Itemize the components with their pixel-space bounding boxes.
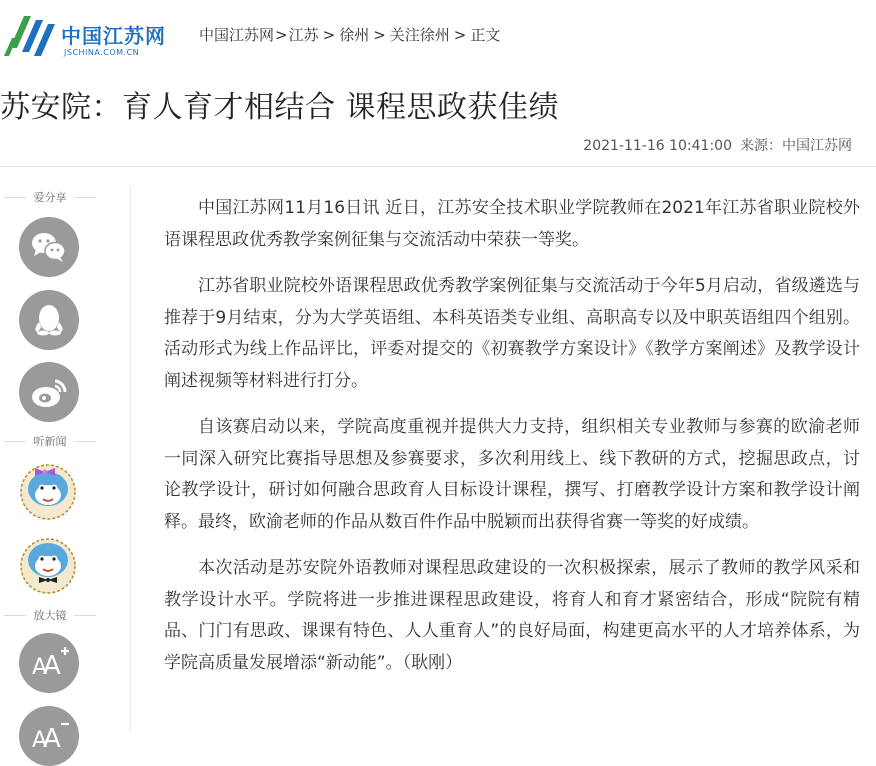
magnify-label: 放大镜 <box>0 607 100 623</box>
wechat-icon <box>19 217 79 277</box>
article-paragraph: 自该赛启动以来，学院高度重视并提供大力支持，组织相关专业教师与参赛的欧渝老师一同深入研究比赛指导思想及参赛要求，多次利用线上、线下教研的方式，挖掘思政点，讨论教学设计，研讨如何融合思政育人目标设计课程，撰写、打磨教学设计方案和教学设计阐释。最终，欧渝老师的作品从数百件作品中脱颖而出获得省赛一等奖的好成绩。 <box>164 417 860 532</box>
breadcrumb-xuzhou[interactable]: 徐州 <box>339 26 370 44</box>
publish-date: 2021-11-16 10:41:00 <box>583 138 732 154</box>
breadcrumb-jiangsu[interactable]: 江苏 <box>288 26 319 44</box>
article-body <box>164 193 860 694</box>
weibo-share-button[interactable] <box>19 362 79 422</box>
logo-domain: JSCHINA.COM.CN <box>64 48 140 57</box>
breadcrumb-current: 正文 <box>470 26 501 44</box>
breadcrumb-separator: > <box>373 26 386 44</box>
article-paragraph: 中国江苏网11月16日讯 近日，江苏安全技术职业学院教师在2021年江苏省职业院校外语课程思政优秀教学案例征集与交流活动中荣获一等奖。 <box>164 198 860 250</box>
site-logo[interactable] <box>4 8 174 62</box>
listen-female-voice-button[interactable] <box>17 459 79 521</box>
qq-icon <box>19 290 79 350</box>
qq-share-button[interactable] <box>19 290 79 350</box>
zoom-in-icon <box>19 633 79 693</box>
article-meta <box>583 135 852 155</box>
listen-male-voice-button[interactable] <box>17 533 79 595</box>
zoom-out-button[interactable] <box>19 706 79 766</box>
listen-label: 听新闻 <box>0 433 100 449</box>
logo-text: 中国江苏网 <box>61 24 166 48</box>
zoom-out-letter-small: A <box>32 728 48 753</box>
page-title: 苏安院：育人育才相结合 课程思政获佳绩 <box>0 90 560 125</box>
female-mascot-icon <box>17 459 79 521</box>
breadcrumb-follow-xuzhou[interactable]: 关注徐州 <box>389 26 450 44</box>
breadcrumb-home[interactable]: 中国江苏网 <box>199 26 275 44</box>
article-source: 来源：中国江苏网 <box>740 138 852 154</box>
breadcrumb-separator: > <box>275 26 288 44</box>
wechat-share-button[interactable] <box>19 217 79 277</box>
article-paragraph: 本次活动是苏安院外语教师对课程思政建设的一次积极探索，展示了教师的教学风采和教学设计水平。学院将进一步推进课程思政建设，将育人和育才紧密结合，形成“院院有精品、门门有思政、课课有特色、人人重育人”的良好局面，构建更高水平的人才培养体系，为学院高质量发展增添“新动能”。（耿刚） <box>164 558 860 673</box>
article-paragraph: 江苏省职业院校外语课程思政优秀教学案例征集与交流活动于今年5月启动，省级遴选与推荐于9月结束，分为大学英语组、本科英语类专业组、高职高专以及中职英语组四个组别。活动形式为线上作品评比，评委对提交的《初赛教学方案设计》《教学方案阐述》及教学设计阐述视频等材料进行打分。 <box>164 276 860 391</box>
zoom-in-button[interactable] <box>19 633 79 693</box>
title-divider <box>0 166 876 167</box>
zoom-out-letter-large: A <box>43 724 61 754</box>
male-mascot-icon <box>17 533 79 595</box>
logo-mark-icon <box>4 8 60 62</box>
breadcrumb <box>199 24 500 45</box>
zoom-in-letter-large: A <box>43 651 61 681</box>
share-label: 爱分享 <box>0 189 100 205</box>
weibo-icon <box>19 362 79 422</box>
sidebar-divider <box>130 186 131 732</box>
zoom-out-icon <box>19 706 79 766</box>
breadcrumb-separator: > <box>453 26 467 44</box>
breadcrumb-separator: > <box>322 26 336 44</box>
zoom-in-letter-small: A <box>32 655 48 680</box>
